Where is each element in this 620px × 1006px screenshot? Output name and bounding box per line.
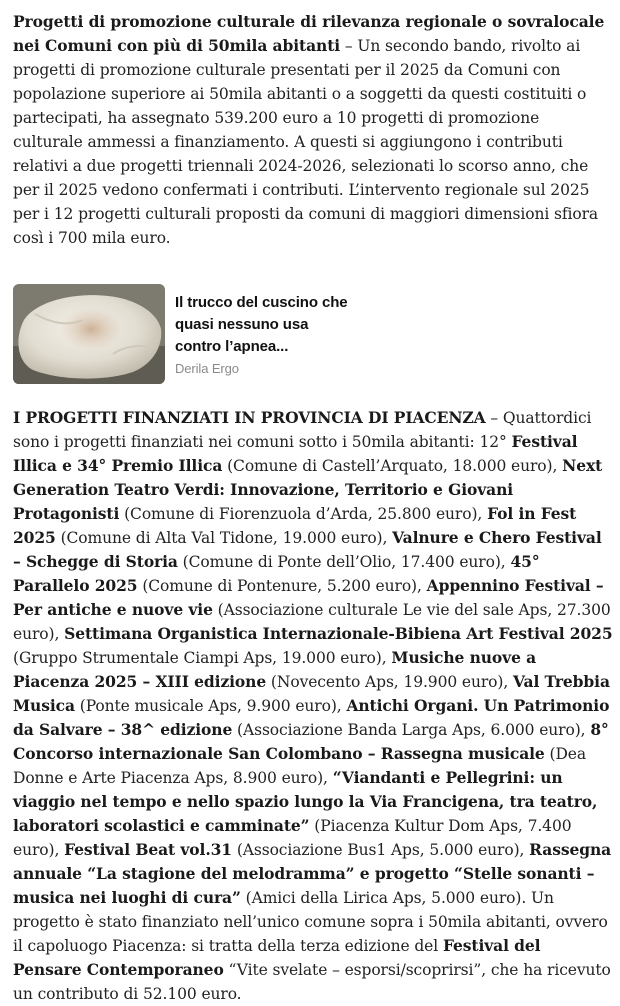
paragraph-text: (Piacenza Kultur Dom Aps, 7.400 euro), [13, 817, 572, 859]
paragraph-text: (Associazione Banda Larga Aps, 6.000 euro), [232, 721, 591, 739]
project-name: Settimana Organistica Internazionale-Bibiena Art Festival 2025 [64, 624, 613, 643]
paragraph-text: (Gruppo Strumentale Ciampi Aps, 19.000 euro), [13, 649, 392, 667]
project-name: Rassegna annuale “La stagione del melodramma” e progetto “Stelle sonanti – musica nei luoghi di cura” [13, 840, 612, 907]
project-name: I PROGETTI FINANZIATI IN PROVINCIA DI PIACENZA [13, 408, 486, 427]
project-name: “Viandanti e Pellegrini: un viaggio nel tempo e nello spazio lungo la Via Francigena, tra teatro, laboratori scolastici e camminate” [13, 768, 598, 835]
ad-text[interactable] [175, 292, 355, 378]
paragraph-text: (Ponte musicale Aps, 9.900 euro), [74, 697, 347, 715]
project-name: Appennino Festival – Per antiche e nuove vie [13, 576, 604, 619]
project-name: Festival del Pensare Contemporaneo [13, 936, 541, 979]
paragraph-text: (Comune di Alta Val Tidone, 19.000 euro), [55, 529, 393, 547]
paragraph-text: (Comune di Ponte dell’Olio, 17.400 euro), [177, 553, 511, 571]
paragraph-text: – Quattordici sono i progetti finanziati nei comuni sotto i 50mila abitanti: 12° [13, 409, 592, 451]
sponsored-ad[interactable] [13, 284, 613, 384]
project-name: Festival Beat vol.31 [64, 840, 232, 859]
ad-thumbnail[interactable] [13, 284, 165, 384]
project-name: 8° Concorso internazionale San Colombano – Rassegna musicale [13, 720, 609, 763]
paragraph-regional-projects [13, 10, 613, 250]
project-name: Musiche nuove a Piacenza 2025 – XIII edizione [13, 648, 537, 691]
paragraph-text: (Amici della Lirica Aps, 5.000 euro). Un progetto è stato finanziato nell’unico comune sopra i 50mila abitanti, ovvero il capoluogo Piacenza: si tratta della terza edizione del [13, 889, 608, 955]
project-name: 45° Parallelo 2025 [13, 552, 540, 595]
paragraph-text: (Associazione Bus1 Aps, 5.000 euro), [232, 841, 530, 859]
article-body [13, 10, 613, 1006]
paragraph-piacenza-projects [13, 406, 613, 1006]
paragraph-text: (Comune di Castell’Arquato, 18.000 euro), [222, 457, 563, 475]
project-name: Valnure e Chero Festival – Schegge di Storia [13, 528, 602, 571]
project-name: Antichi Organi. Un Patrimonio da Salvare – 38^ edizione [13, 696, 610, 739]
paragraph-text: (Comune di Fiorenzuola d’Arda, 25.800 euro), [119, 505, 488, 523]
paragraph-text: – Un secondo bando, rivolto ai progetti di promozione culturale presentati per il 2025 da Comuni con popolazione superiore ai 50mila abitanti o a soggetti da questi costituiti o partecipati, ha assegnato 539.200 euro a 10 progetti di promozione culturale ammessi a finanziamento. A questi si aggiungono i contributi relativi a due progetti triennali 2024-2026, selezionati lo scorso anno, che per il 2025 vedono confermati i contributi. L’intervento regionale sul 2025 per i 12 progetti culturali proposti da comuni di maggiori dimensioni sfiora così i 700 mila euro. [13, 37, 599, 247]
paragraph-text: “Vite svelate – esporsi/scoprirsi”, che ha ricevuto un contributo di 52.100 euro. [13, 961, 611, 1003]
paragraph-heading: Progetti di promozione culturale di rilevanza regionale o sovralocale nei Comuni con più di 50mila abitanti [13, 12, 605, 55]
project-name: Fol in Fest 2025 [13, 504, 577, 547]
paragraph-text: (Dea Donne e Arte Piacenza Aps, 8.900 euro), [13, 745, 587, 787]
pillow-photo-icon [13, 284, 165, 384]
paragraph-text: (Associazione culturale Le vie del sale Aps, 27.300 euro), [13, 601, 611, 643]
project-name: Val Trebbia Musica [13, 672, 610, 715]
paragraph-text: (Comune di Pontenure, 5.200 euro), [137, 577, 427, 595]
ad-source: Derila Ergo [175, 361, 239, 376]
project-name: Festival Illica e 34° Premio Illica [13, 432, 578, 475]
project-name: Next Generation Teatro Verdi: Innovazione, Territorio e Giovani Protagonisti [13, 456, 603, 523]
paragraph-text: (Novecento Aps, 19.900 euro), [266, 673, 514, 691]
ad-title[interactable]: Il trucco del cuscino che quasi nessuno usa contro l’apnea... [175, 294, 348, 355]
